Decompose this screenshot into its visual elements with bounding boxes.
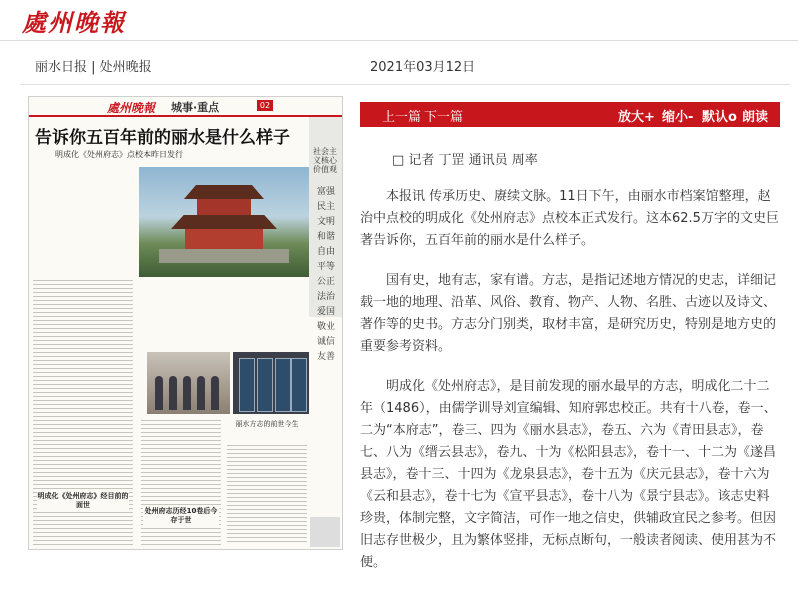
article-body <box>360 150 780 592</box>
paper-links <box>35 56 152 75</box>
thumbnail-body-text <box>227 442 307 545</box>
core-value: 和谐 <box>316 232 335 242</box>
core-value: 民主 <box>316 202 335 212</box>
site-header <box>0 0 798 41</box>
read-aloud-button[interactable]: 朗读 <box>742 110 769 125</box>
paper-link-chuzhou-evening[interactable]: 处州晚报 <box>99 60 152 75</box>
core-values-list <box>315 185 337 365</box>
thumbnail-logo: 處州晚報 <box>107 101 156 115</box>
core-value: 友善 <box>316 352 335 362</box>
paper-nav <box>0 52 798 76</box>
core-value: 文明 <box>316 217 335 227</box>
group-photo <box>147 352 230 414</box>
core-value: 平等 <box>316 262 335 272</box>
thumbnail-subhead: 明成化《处州府志》点校本昨日发行 <box>55 150 183 159</box>
default-size-button[interactable]: 默认o <box>702 110 737 125</box>
divider <box>20 84 790 85</box>
thumbnail-headline[interactable]: 告诉你五百年前的丽水是什么样子 <box>35 128 290 148</box>
core-value: 爱国 <box>316 307 335 317</box>
prev-article-link[interactable]: 上一篇 <box>382 110 422 125</box>
zoom-out-button[interactable]: 缩小- <box>662 110 694 125</box>
article-paragraph: 国有史，地有志，家有谱。方志，是指记述地方情况的史志，详细记载一地的地理、沿革、风俗、教育、物产、人物、名胜、古迹以及诗文、著作等的史书。方志分门别类，取材丰富，是研究历史，特别是地方史的重要参考资料。 <box>360 273 777 354</box>
zoom-in-button[interactable]: 放大+ <box>618 110 655 125</box>
thumbnail-body-text <box>141 417 221 545</box>
core-value: 敬业 <box>316 322 335 332</box>
core-value: 自由 <box>316 247 335 257</box>
thumbnail-header <box>29 97 342 117</box>
site-logo[interactable]: 處州晚報 <box>22 8 126 37</box>
thumbnail-section: 城事·重点 <box>171 101 220 114</box>
thumbnail-box-title: 明成化《处州府志》经目前的面世 <box>37 492 129 509</box>
paper-link-lishui-daily[interactable]: 丽水日报 <box>35 60 88 75</box>
thumbnail-inset-title: 丽水方志的前世今生 <box>235 420 299 428</box>
core-value: 诚信 <box>316 337 335 347</box>
next-article-link[interactable]: 下一篇 <box>424 110 464 125</box>
thumbnail-ad <box>310 517 340 547</box>
core-values-title: 社会主义核心价值观 <box>313 147 337 174</box>
article-byline: □ 记者 丁罡 通讯员 周率 <box>392 153 538 168</box>
article-paragraph: 明成化《处州府志》，是目前发现的丽水最早的方志，明成化二十二年（1486），由儒学训导刘宣编辑、知府郭忠校正。共有十八卷，卷一、二为“本府志”，卷三、四为《丽水县志》，卷五、六为《青田县志》，卷七、八为《缙云县志》，卷九、十为《松阳县志》，卷十一、十二为《遂昌县志》，卷十三、十四为《龙泉县志》，卷十五为《庆元县志》，卷十六为《云和县志》，卷十七为《宣平县志》，卷十八为《景宁县志》。该志史料珍贵，体制完整，文字简洁，可作一地之信史，供辅政宜民之参考。但因旧志存世极少，且为繁体竖排，无标点断句，一般读者阅读、使用甚为不便。 <box>360 379 777 570</box>
books-photo <box>233 352 309 414</box>
pagoda-photo <box>139 167 309 277</box>
nav-separator: | <box>87 60 100 75</box>
core-value: 富强 <box>316 187 335 197</box>
article-paragraph: 本报讯 传承历史、赓续文脉。11日下午，由丽水市档案馆整理，赵治中点校的明成化《处州府志》点校本正式发行。这本62.5万字的文史巨著告诉你，五百年前的丽水是什么样子。 <box>360 189 779 248</box>
core-value: 法治 <box>316 292 335 302</box>
page-thumbnail[interactable] <box>28 96 343 550</box>
core-value: 公正 <box>316 277 335 287</box>
article-toolbar <box>360 102 780 127</box>
thumbnail-box-title: 处州府志历经10卷后今存于世 <box>144 507 218 524</box>
thumbnail-page-number: 02 <box>257 100 273 111</box>
publish-date: 2021年03月12日 <box>370 60 476 75</box>
